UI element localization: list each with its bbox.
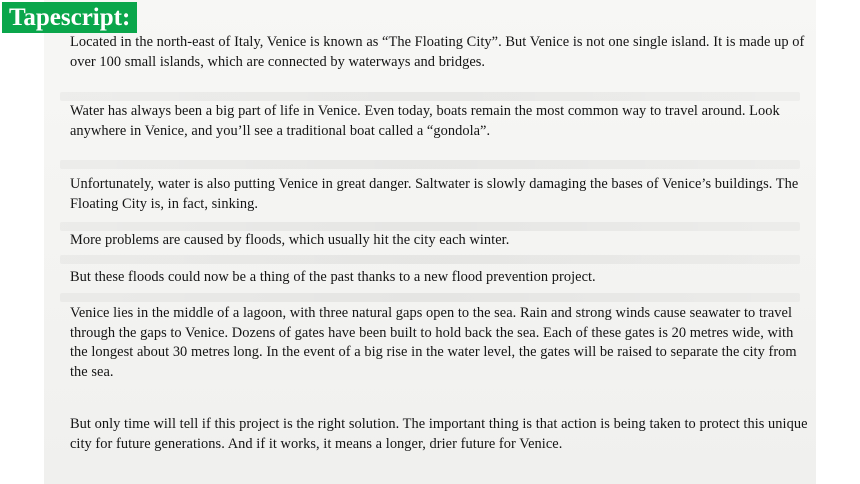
tapescript-badge: Tapescript: <box>2 2 137 33</box>
bleed-through-line <box>60 255 800 264</box>
bleed-through-line <box>60 160 800 169</box>
paragraph-floods: More problems are caused by floods, which usually hit the city each winter. <box>70 232 510 248</box>
paragraph-project: But these floods could now be a thing of the past thanks to a new flood prevention project. <box>70 269 596 285</box>
paragraph-danger: Unfortunately, water is also putting Venice in great danger. Saltwater is slowly damaging the bases of Venice’s buildings. The Floating City is, in fact, sinking. <box>70 176 799 212</box>
paragraph-location: Located in the north-east of Italy, Venice is known as “The Floating City”. But Venice is not one single island. It is made up of over 100 small islands, which are connected by waterways and bridges. <box>70 34 805 70</box>
bleed-through-line <box>60 92 800 101</box>
paragraph-conclusion: But only time will tell if this project is the right solution. The important thing is that action is being taken to protect this unique city for future generations. And if it works, it means a longer, drier future for Venice. <box>70 416 808 452</box>
bleed-through-line <box>60 222 800 231</box>
paragraph-water-life: Water has always been a big part of life in Venice. Even today, boats remain the most common way to travel around. Look anywhere in Venice, and you’ll see a traditional boat called a “gondola”. <box>70 103 780 139</box>
paragraph-lagoon: Venice lies in the middle of a lagoon, with three natural gaps open to the sea. Rain and strong winds cause seawater to travel through the gaps to Venice. Dozens of gates have been built to hold back the sea. Each of these gates is 20 metres wide, with the longest about 30 metres long. In the event of a big rise in the water level, the gates will be raised to separate the city from the sea. <box>70 305 797 380</box>
bleed-through-line <box>60 293 800 302</box>
